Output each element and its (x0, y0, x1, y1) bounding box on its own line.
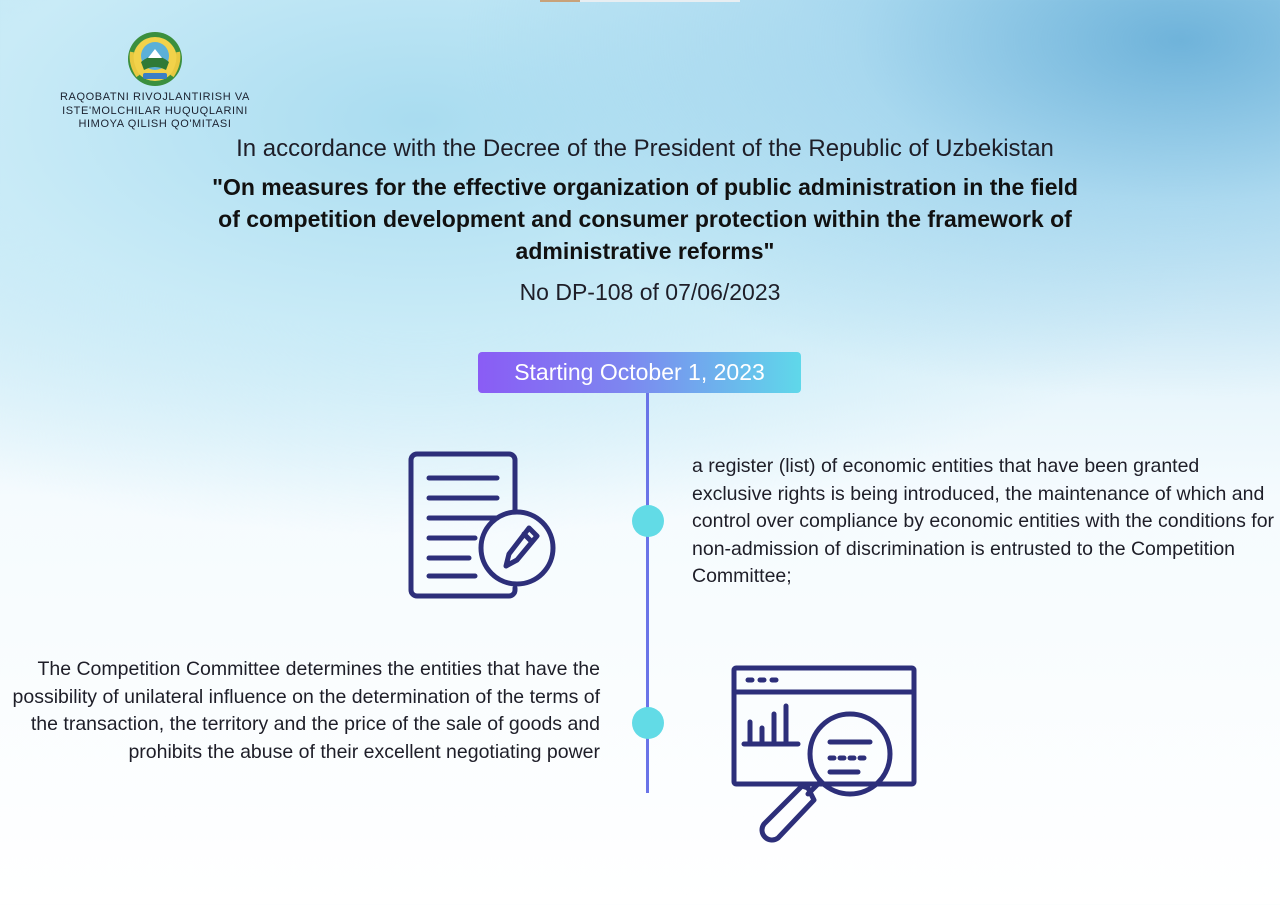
agency-name (30, 91, 280, 132)
agency-name-line-3: HIMOYA QILISH QO'MITASI (78, 118, 232, 130)
timeline-item-1-text: a register (list) of economic entities that have been granted exclusive rights is being introduced, the maintenance of which and control over compliance by economic entities with the conditions for non-admission of discrimination is entrusted to the Competition Committee; (692, 455, 1275, 587)
document-edit-icon (405, 450, 560, 602)
agency-name-line-1: RAQOBATNI RIVOJLANTIRISH VA (60, 91, 250, 103)
agency-name-line-2: ISTE'MOLCHILAR HUQUQLARINI (62, 104, 248, 117)
decree-intro: In accordance with the Decree of the President of the Republic of Uzbekistan (236, 135, 1054, 162)
timeline-dot-2 (632, 707, 664, 739)
start-date-badge: Starting October 1, 2023 (478, 352, 801, 393)
analytics-search-icon (728, 662, 920, 852)
top-decorative-strip (540, 0, 740, 2)
decree-title: "On measures for the effective organization of public administration in the field of competition development and consumer protection within the framework of administrative reforms" (212, 174, 1078, 264)
decree-number: No DP-108 of 07/06/2023 (519, 279, 781, 305)
state-emblem-icon (126, 30, 184, 88)
timeline-item-2-text: The Competition Committee determines the entities that have the possibility of unilateral influence on the determination of the terms of the transaction, the territory and the price of the sale of goods and prohibits the abuse of their excellent negotiating power (12, 658, 600, 763)
timeline-dot-1 (632, 505, 664, 537)
